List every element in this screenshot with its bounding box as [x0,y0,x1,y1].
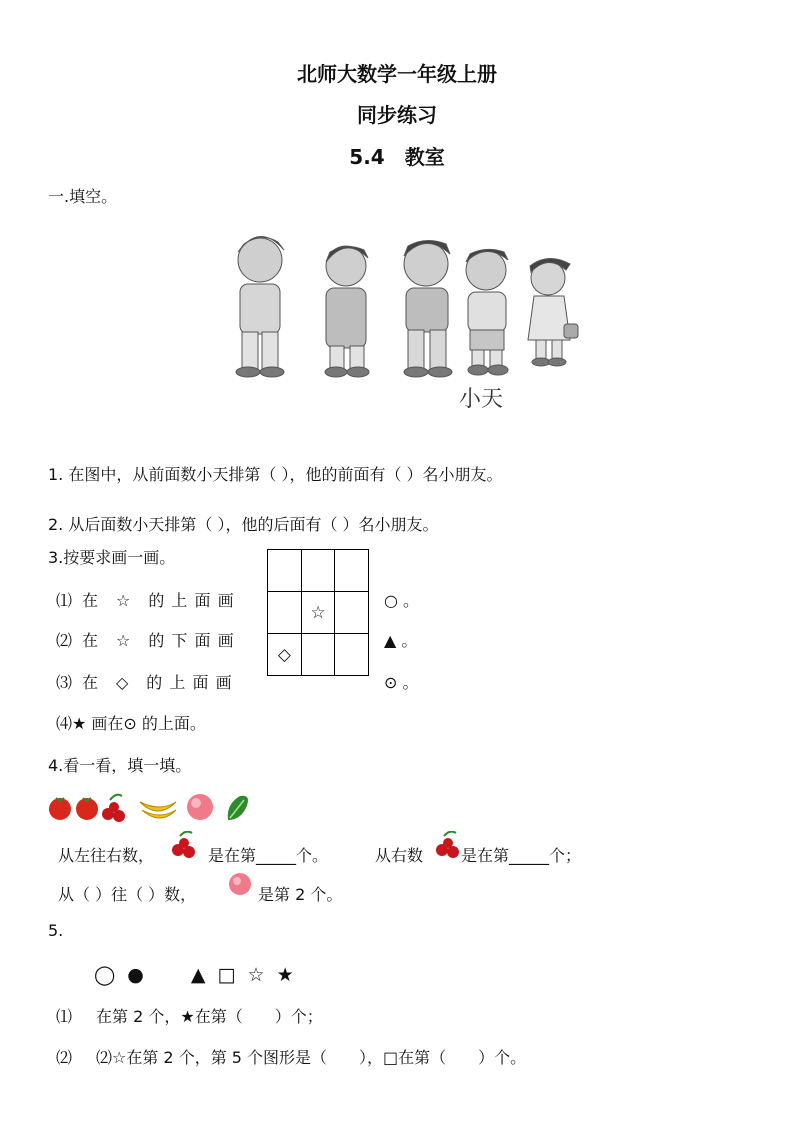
q4-line1-part4: 是在第_____个； [461,846,582,865]
question-3-heading: 3.按要求画一画。 [48,548,176,567]
q3-item-3-answer: ⊙ 。 [384,673,419,692]
q3-item-3-number: ⑶ [56,673,73,692]
page-title: 北师大数学一年级上册 [297,62,497,86]
q4-line2-part1: 从（ ）往（ ）数， [58,885,197,904]
grid-cell[interactable]: ◇ [268,634,302,676]
grid-cell[interactable] [301,550,335,592]
q5-item-2: ⑵☆在第 2 个，第 5 个图形是（ ），□在第（ ）个。 [96,1048,527,1067]
peach-icon [187,794,213,820]
vegetable-icon [228,796,248,820]
banana-icon [140,802,176,818]
q3-item-3-text: 在 ◇ 的 上 面 画 [82,673,233,692]
cherry-icon [434,831,460,859]
question-5-heading: 5. [48,921,64,940]
q5-item-1-number: ⑴ [56,1007,73,1026]
shape-sequence: ◯ ● ▲ □ ☆ ★ [94,964,297,986]
child-5-figure [528,258,578,366]
tomato-icon [49,798,71,820]
grid-cell[interactable] [268,592,302,634]
section-heading: 一.填空。 [48,187,118,206]
fruit-row [48,790,258,824]
question-2: 2. 从后面数小天排第（ ），他的后面有（ ）名小朋友。 [48,515,439,534]
q5-item-1: 在第 2 个，★在第（ ）个； [96,1007,323,1026]
children-illustration [218,222,592,414]
q4-line1-part3: 从右数 [375,846,424,865]
grid-cell[interactable]: ☆ [301,592,335,634]
q3-item-1-text: 在 ☆ 的 上 面 画 [82,591,235,610]
figure-caption: 小天 [459,387,504,412]
grid-cell[interactable] [335,550,369,592]
cherry-icon [170,831,196,859]
page-subtitle: 同步练习 [357,103,437,127]
question-4-heading: 4.看一看，填一填。 [48,756,192,775]
q4-line2-part2: 是第 2 个。 [258,885,343,904]
q3-item-1-answer: ○ 。 [384,591,420,610]
lesson-title: 5.4 教室 [349,145,445,169]
child-4-figure [466,249,508,375]
grid-cell[interactable] [335,634,369,676]
question-1: 1. 在图中，从前面数小天排第（ ），他的前面有（ ）名小朋友。 [48,465,503,484]
q4-line1-part1: 从左往右数， [58,846,155,865]
peach-icon [228,872,252,896]
child-1-figure [236,236,284,377]
q4-line1-part2: 是在第_____个。 [208,846,329,865]
q3-item-4: ⑷★ 画在⊙ 的上面。 [56,714,206,733]
grid-cell[interactable] [301,634,335,676]
q3-grid [267,549,369,676]
q5-item-2-number: ⑵ [56,1048,73,1067]
child-2-figure [325,246,369,377]
q3-item-2-text: 在 ☆ 的 下 面 画 [82,631,235,650]
cherry-icon [102,795,125,822]
tomato-icon [76,798,98,820]
grid-cell[interactable] [335,592,369,634]
q3-item-1-number: ⑴ [56,591,73,610]
child-3-figure [404,240,452,377]
q3-item-2-answer: ▲ 。 [384,631,418,650]
q3-item-2-number: ⑵ [56,631,73,650]
grid-cell[interactable] [268,550,302,592]
